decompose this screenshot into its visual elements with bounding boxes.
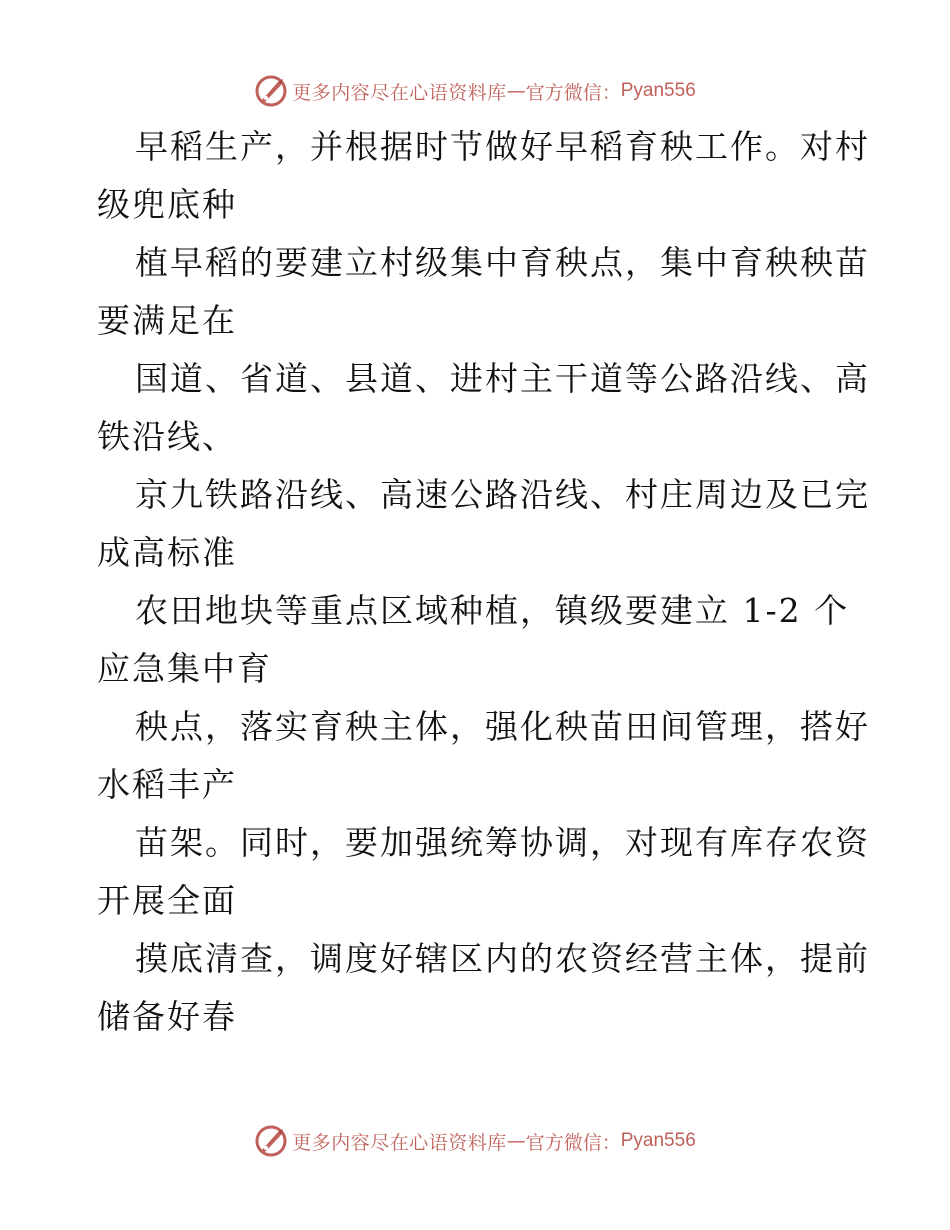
- watermark-account: Pyan556: [620, 80, 696, 101]
- paragraph-line: 苗架。同时，要加强统筹协调，对现有库存农资: [135, 823, 870, 862]
- header-watermark: [0, 71, 950, 111]
- paragraph-line: 铁沿线、: [97, 417, 237, 456]
- paragraph-line: 要满足在: [97, 301, 237, 340]
- paragraph-line: 国道、省道、县道、进村主干道等公路沿线、高: [135, 359, 870, 398]
- quill-pen-logo-icon: [254, 74, 288, 108]
- footer-watermark: [0, 1121, 950, 1161]
- paragraph-line: 早稻生产，并根据时节做好早稻育秧工作。对村: [135, 127, 870, 166]
- paragraph-line: 开展全面: [97, 881, 237, 920]
- document-body: [97, 118, 870, 1046]
- paragraph: [97, 118, 870, 234]
- paragraph: [97, 698, 870, 814]
- paragraph-line: 京九铁路沿线、高速公路沿线、村庄周边及已完: [135, 475, 870, 514]
- paragraph-line: 秧点，落实育秧主体，强化秧苗田间管理，搭好: [135, 707, 870, 746]
- watermark-dash: —: [506, 1130, 526, 1152]
- paragraph: [97, 814, 870, 930]
- quill-pen-logo-icon: [254, 1124, 288, 1158]
- paragraph: [97, 930, 870, 1046]
- paragraph: [97, 466, 870, 582]
- paragraph-line: 摸底清查，调度好辖区内的农资经营主体，提前: [135, 939, 870, 978]
- paragraph: [97, 234, 870, 350]
- paragraph-line: 成高标准: [97, 533, 237, 572]
- paragraph-line: 水稻丰产: [97, 765, 237, 804]
- watermark-brand: 更多内容尽在心语资料库: [292, 81, 507, 104]
- paragraph: [97, 582, 857, 698]
- paragraph: [97, 350, 870, 466]
- watermark-wechat-label: 官方微信：: [525, 1131, 621, 1154]
- watermark-brand: 更多内容尽在心语资料库: [292, 1131, 507, 1154]
- paragraph-line: 植早稻的要建立村级集中育秧点，集中育秧秧苗: [135, 243, 870, 282]
- paragraph-line: 储备好春: [97, 997, 237, 1036]
- paragraph-line: 农田地块等重点区域种植，镇级要建立 1-2 个: [135, 591, 850, 630]
- watermark-account: Pyan556: [620, 1130, 696, 1151]
- paragraph-line: 级兜底种: [97, 185, 237, 224]
- watermark-dash: —: [506, 80, 526, 102]
- watermark-wechat-label: 官方微信：: [525, 81, 621, 104]
- paragraph-line: 应急集中育: [97, 649, 272, 688]
